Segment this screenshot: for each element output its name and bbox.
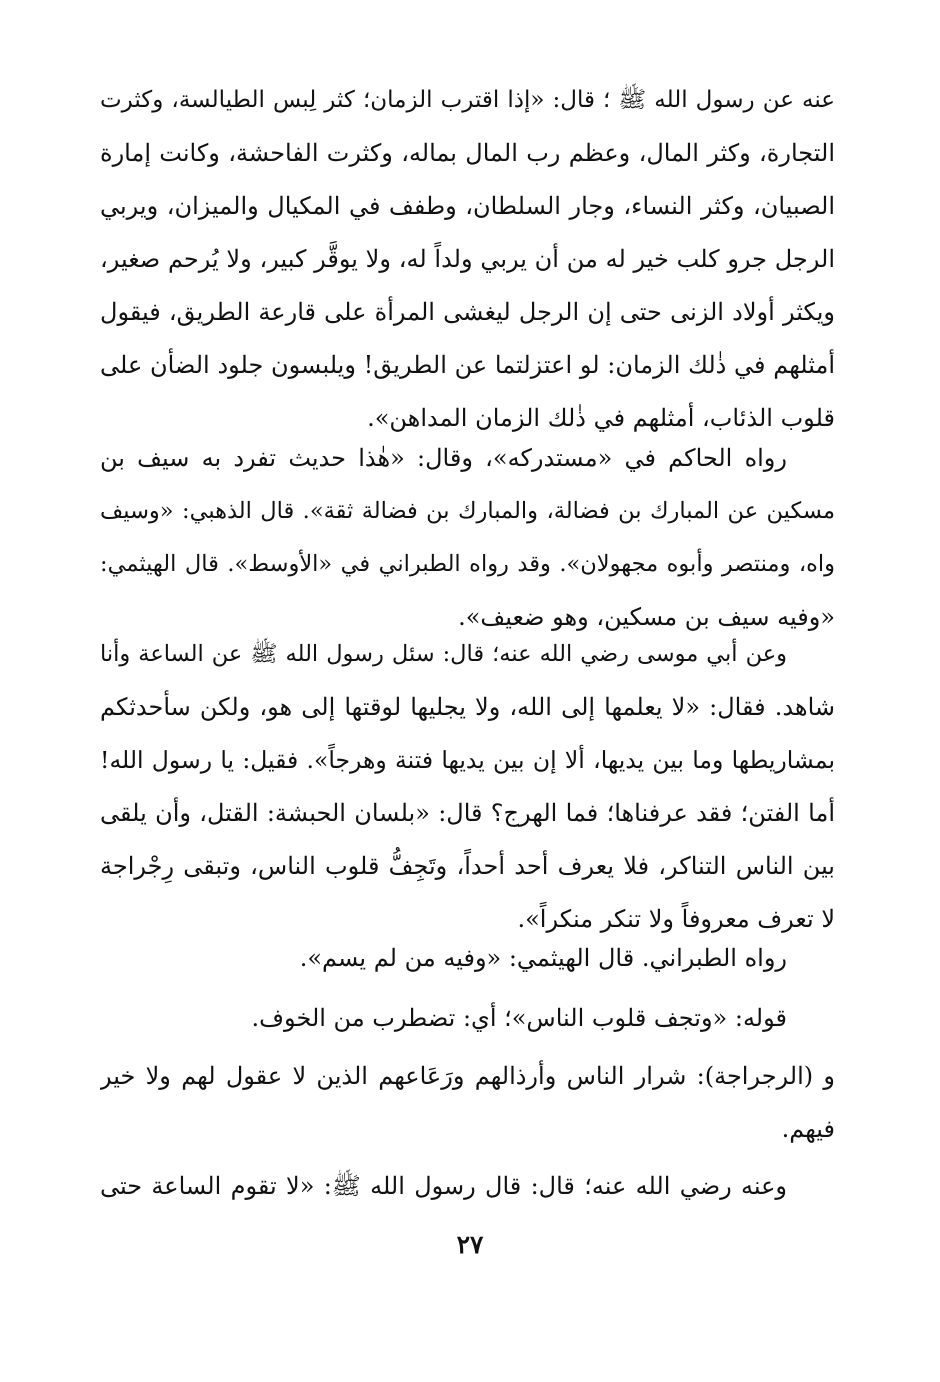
text-line: وعنه رضي الله عنه؛ قال: قال رسول الله ﷺ: «لا تقوم الساعة حتى bbox=[100, 1172, 787, 1200]
text-line: الرجل جرو كلب خير له من أن يربي ولداً له، ولا يوقَّر كبير، ولا يُرحم صغير، bbox=[100, 245, 835, 273]
text-line: التجارة، وكثر المال، وعظم رب المال بماله، وكثرت الفاحشة، وكانت إمارة bbox=[100, 139, 835, 167]
paragraph-rajrajah bbox=[100, 1050, 835, 1156]
text-line: عنه عن رسول الله ﷺ ؛ قال: «إذا اقترب الزمان؛ كثر لِبس الطيالسة، وكثرت bbox=[100, 87, 835, 113]
text-line: قوله: «وتجف قلوب الناس»؛ أي: تضطرب من الخوف. bbox=[251, 1004, 787, 1032]
text-line: وعن أبي موسى رضي الله عنه؛ قال: سئل رسول الله ﷺ عن الساعة وأنا bbox=[100, 641, 787, 667]
text-line: رواه الطبراني. قال الهيثمي: «وفيه من لم يسم». bbox=[299, 944, 787, 972]
paragraph-la-taqum-as-saah bbox=[100, 1160, 835, 1213]
text-line: «وفيه سيف بن مسكين، وهو ضعيف». bbox=[458, 603, 835, 631]
text-line: رواه الحاكم في «مستدركه»، وقال: «هٰذا حديث تفرد به سيف بن bbox=[100, 444, 787, 472]
text-line: الصبيان، وكثر النساء، وجار السلطان، وطفف في المكيال والميزان، ويربي bbox=[100, 192, 835, 220]
page-number: ٢٧ bbox=[456, 1230, 484, 1259]
text-line: قلوب الذئاب، أمثلهم في ذٰلك الزمان المداهن». bbox=[367, 404, 835, 432]
text-line: شاهد. فقال: «لا يعلمها إلى الله، ولا يجليها لوقتها إلى هو، ولكن سأحدثكم bbox=[100, 693, 835, 721]
text-line: أمثلهم في ذٰلك الزمان: لو اعتزلتما عن الطريق! ويلبسون جلود الضأن على bbox=[100, 351, 835, 379]
text-line: بين الناس التناكر، فلا يعرف أحد أحداً، وتَجِفُّ قلوب الناس، وتبقى رِجْراجة bbox=[100, 852, 835, 880]
text-line: ويكثر أولاد الزنى حتى إن الرجل ليغشى المرأة على قارعة الطريق، فيقول bbox=[100, 298, 835, 326]
text-line: لا تعرف معروفاً ولا تنكر منكراً». bbox=[517, 905, 835, 933]
paragraph-takhrij-hakim bbox=[100, 432, 835, 644]
text-line: أما الفتن؛ فقد عرفناها؛ فما الهرج؟ قال: «بلسان الحبشة: القتل، وأن يلقى bbox=[100, 799, 835, 827]
paragraph-takhrij-tabarani bbox=[100, 932, 835, 985]
text-line: فيهم. bbox=[781, 1115, 835, 1143]
text-line: و (الرجراجة): شرار الناس وأرذالهم ورَعَاعهم الذين لا عقول لهم ولا خير bbox=[100, 1062, 835, 1090]
paragraph-hadith-abi-musa bbox=[100, 628, 835, 946]
text-line: مسكين عن المبارك بن فضالة، والمبارك بن فضالة ثقة». قال الذهبي: «وسيف bbox=[100, 498, 835, 524]
paragraph-hadith-zaman bbox=[100, 74, 835, 445]
paragraph-qawluhu bbox=[100, 992, 835, 1045]
text-line: بمشاريطها وما بين يديها، ألا إن بين يديها فتنة وهرجاً». فقيل: يا رسول الله! bbox=[100, 746, 835, 774]
text-line: واه، ومنتصر وأبوه مجهولان». وقد رواه الطبراني في «الأوسط». قال الهيثمي: bbox=[100, 551, 835, 577]
